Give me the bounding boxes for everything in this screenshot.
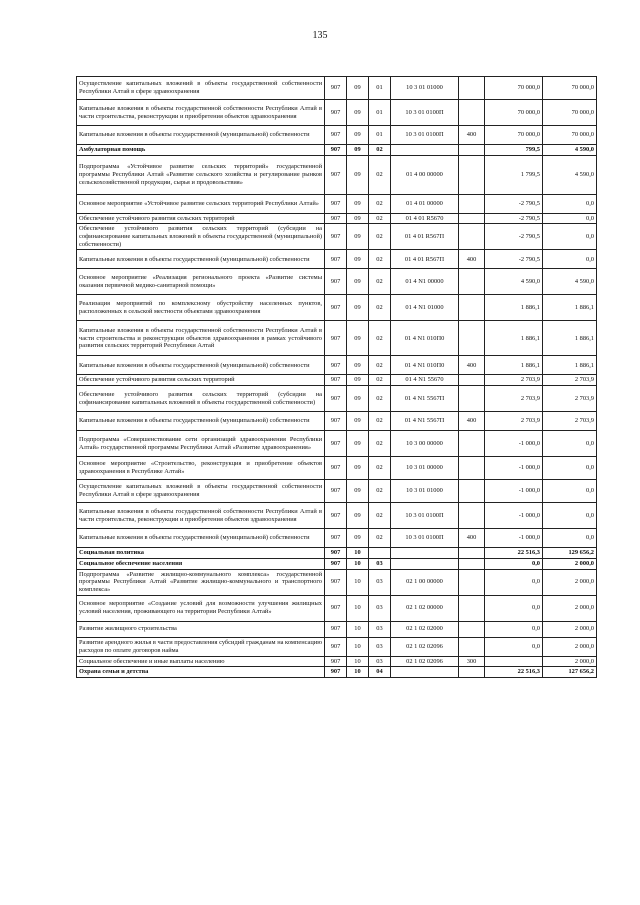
row-expense-type-cell: 400	[459, 126, 485, 145]
row-target-article-cell: 01 4 01 R5670	[391, 213, 459, 224]
row-target-article-cell: 01 4 N1 5567П	[391, 412, 459, 431]
row-expense-type-cell	[459, 145, 485, 156]
table-row	[77, 656, 597, 667]
row-target-article-cell: 10 3 01 0100П	[391, 529, 459, 548]
row-section-cell: 09	[347, 356, 369, 375]
row-expense-type-cell: 400	[459, 529, 485, 548]
row-name-cell: Основное мероприятие «Строительство, реконструкция и приобретение объектов здравоохранения в Республике Алтай»	[77, 457, 325, 480]
row-change-amount-cell: 2 703,9	[485, 412, 543, 431]
row-subsection-cell: 03	[369, 656, 391, 667]
row-total-amount-cell: 0,0	[543, 529, 597, 548]
row-subsection-cell: 02	[369, 386, 391, 412]
row-name-cell: Основное мероприятие «Создание условий для возможности улучшения жилищных условий населения, проживающего на территории Республики Алтай»	[77, 595, 325, 621]
row-change-amount-cell: -1 000,0	[485, 457, 543, 480]
row-target-article-cell: 01 4 N1 5567П	[391, 386, 459, 412]
row-subsection-cell: 02	[369, 224, 391, 250]
row-subsection-cell: 03	[369, 558, 391, 569]
row-name-cell: Капитальные вложения в объекты государственной собственности Республики Алтай в части строительства и реконструкции объектов здравоохранения в рамках устойчивого развития сельских территорий Республики Алтай	[77, 321, 325, 356]
row-target-article-cell	[391, 145, 459, 156]
row-change-amount-cell: 22 516,3	[485, 667, 543, 678]
row-change-amount-cell	[485, 656, 543, 667]
table-row	[77, 569, 597, 595]
row-change-amount-cell: 0,0	[485, 637, 543, 656]
row-section-cell: 09	[347, 194, 369, 213]
budget-table	[76, 76, 597, 678]
row-target-article-cell: 10 3 01 0100П	[391, 100, 459, 126]
row-target-article-cell: 10 3 01 01000	[391, 480, 459, 503]
table-row	[77, 386, 597, 412]
row-name-cell: Основное мероприятие «Устойчивое развитие сельских территорий Республики Алтай»	[77, 194, 325, 213]
table-row	[77, 269, 597, 295]
row-admin-code-cell: 907	[325, 503, 347, 529]
row-expense-type-cell	[459, 457, 485, 480]
row-name-cell: Реализация мероприятий по комплексному обустройству населенных пунктов, расположенных в сельской местности объектами здравоохранения	[77, 295, 325, 321]
row-change-amount-cell: -2 790,5	[485, 224, 543, 250]
row-target-article-cell: 02 1 02 02000	[391, 621, 459, 637]
row-change-amount-cell: -1 000,0	[485, 431, 543, 457]
table-row	[77, 431, 597, 457]
row-expense-type-cell	[459, 548, 485, 559]
row-name-cell: Развитие жилищного строительства	[77, 621, 325, 637]
row-name-cell: Развитие арендного жилья в части предоставления субсидий гражданам на компенсацию расходов по оплате договоров найма	[77, 637, 325, 656]
row-total-amount-cell: 2 000,0	[543, 569, 597, 595]
row-subsection-cell: 02	[369, 412, 391, 431]
table-row	[77, 145, 597, 156]
table-row	[77, 295, 597, 321]
row-change-amount-cell: 22 516,3	[485, 548, 543, 559]
table-row	[77, 637, 597, 656]
row-admin-code-cell: 907	[325, 529, 347, 548]
row-change-amount-cell: 0,0	[485, 558, 543, 569]
row-total-amount-cell: 0,0	[543, 213, 597, 224]
row-total-amount-cell: 129 656,2	[543, 548, 597, 559]
row-target-article-cell: 02 1 02 00000	[391, 595, 459, 621]
row-target-article-cell: 01 4 N1 55670	[391, 375, 459, 386]
table-row	[77, 667, 597, 678]
row-section-cell: 09	[347, 126, 369, 145]
row-admin-code-cell: 907	[325, 548, 347, 559]
row-target-article-cell: 10 3 01 0100П	[391, 503, 459, 529]
table-row	[77, 529, 597, 548]
row-section-cell: 09	[347, 321, 369, 356]
row-total-amount-cell: 2 703,9	[543, 412, 597, 431]
table-row	[77, 194, 597, 213]
row-subsection-cell: 02	[369, 145, 391, 156]
row-target-article-cell: 01 4 01 R567П	[391, 250, 459, 269]
row-section-cell: 09	[347, 503, 369, 529]
row-subsection-cell: 02	[369, 269, 391, 295]
row-section-cell: 09	[347, 145, 369, 156]
row-total-amount-cell: 0,0	[543, 250, 597, 269]
row-total-amount-cell: 0,0	[543, 431, 597, 457]
row-total-amount-cell: 1 886,1	[543, 321, 597, 356]
table-row	[77, 621, 597, 637]
row-target-article-cell: 01 4 01 R567П	[391, 224, 459, 250]
row-target-article-cell: 02 1 00 00000	[391, 569, 459, 595]
table-row	[77, 126, 597, 145]
row-name-cell: Капитальные вложения в объекты государственной собственности Республики Алтай в части строительства, реконструкции и приобретения объектов здравоохранения	[77, 100, 325, 126]
row-target-article-cell: 01 4 00 00000	[391, 155, 459, 194]
row-name-cell: Осуществление капитальных вложений в объекты государственной собственности Республики Алтай в сфере здравоохранения	[77, 77, 325, 100]
row-subsection-cell: 02	[369, 321, 391, 356]
row-total-amount-cell: 4 590,0	[543, 145, 597, 156]
table-row	[77, 548, 597, 559]
row-admin-code-cell: 907	[325, 457, 347, 480]
row-subsection-cell: 02	[369, 155, 391, 194]
row-expense-type-cell: 400	[459, 412, 485, 431]
row-target-article-cell: 02 1 02 02096	[391, 637, 459, 656]
row-change-amount-cell: 70 000,0	[485, 100, 543, 126]
row-section-cell: 09	[347, 224, 369, 250]
row-subsection-cell: 02	[369, 457, 391, 480]
row-total-amount-cell: 1 886,1	[543, 356, 597, 375]
row-subsection-cell: 02	[369, 431, 391, 457]
row-target-article-cell: 01 4 N1 010П0	[391, 321, 459, 356]
table-row	[77, 321, 597, 356]
row-admin-code-cell: 907	[325, 569, 347, 595]
row-section-cell: 09	[347, 100, 369, 126]
row-subsection-cell: 02	[369, 295, 391, 321]
row-expense-type-cell	[459, 386, 485, 412]
row-name-cell: Обеспечение устойчивого развития сельских территорий (субсидии на софинансирование капитальных вложений в объекты государственной (муниципальной) собственности)	[77, 224, 325, 250]
row-expense-type-cell: 300	[459, 656, 485, 667]
row-admin-code-cell: 907	[325, 621, 347, 637]
row-total-amount-cell: 70 000,0	[543, 77, 597, 100]
row-section-cell: 09	[347, 77, 369, 100]
row-target-article-cell: 02 1 02 02096	[391, 656, 459, 667]
table-row	[77, 558, 597, 569]
row-admin-code-cell: 907	[325, 480, 347, 503]
row-name-cell: Подпрограмма «Устойчивое развитие сельских территорий» государственной программы Республики Алтай «Развитие сельского хозяйства и регулирование рынков сельскохозяйственной продукции, сырья и продовольствия»	[77, 155, 325, 194]
row-subsection-cell: 02	[369, 213, 391, 224]
row-name-cell: Социальное обеспечение населения	[77, 558, 325, 569]
row-section-cell: 10	[347, 569, 369, 595]
row-change-amount-cell: 2 703,9	[485, 375, 543, 386]
row-expense-type-cell	[459, 621, 485, 637]
row-admin-code-cell: 907	[325, 145, 347, 156]
row-change-amount-cell: 1 799,5	[485, 155, 543, 194]
row-total-amount-cell: 1 886,1	[543, 295, 597, 321]
row-change-amount-cell: -1 000,0	[485, 503, 543, 529]
row-change-amount-cell: 70 000,0	[485, 126, 543, 145]
row-change-amount-cell: -2 790,5	[485, 213, 543, 224]
row-subsection-cell: 02	[369, 194, 391, 213]
row-admin-code-cell: 907	[325, 356, 347, 375]
row-expense-type-cell: 400	[459, 356, 485, 375]
row-section-cell: 10	[347, 558, 369, 569]
row-subsection-cell: 03	[369, 595, 391, 621]
row-expense-type-cell	[459, 480, 485, 503]
row-section-cell: 09	[347, 250, 369, 269]
row-target-article-cell: 10 3 01 00000	[391, 457, 459, 480]
row-name-cell: Осуществление капитальных вложений в объекты государственной собственности Республики Алтай в сфере здравоохранения	[77, 480, 325, 503]
row-section-cell: 09	[347, 269, 369, 295]
row-total-amount-cell: 70 000,0	[543, 100, 597, 126]
row-subsection-cell: 03	[369, 621, 391, 637]
row-admin-code-cell: 907	[325, 375, 347, 386]
row-name-cell: Капитальные вложения в объекты государственной (муниципальной) собственности	[77, 126, 325, 145]
row-target-article-cell: 10 3 00 00000	[391, 431, 459, 457]
row-target-article-cell: 01 4 N1 01000	[391, 295, 459, 321]
row-admin-code-cell: 907	[325, 126, 347, 145]
row-name-cell: Обеспечение устойчивого развития сельских территорий	[77, 375, 325, 386]
row-total-amount-cell: 0,0	[543, 194, 597, 213]
row-subsection-cell: 02	[369, 503, 391, 529]
row-expense-type-cell	[459, 213, 485, 224]
row-change-amount-cell: 1 886,1	[485, 321, 543, 356]
row-section-cell: 09	[347, 431, 369, 457]
row-total-amount-cell: 0,0	[543, 457, 597, 480]
row-change-amount-cell: 0,0	[485, 621, 543, 637]
table-row	[77, 77, 597, 100]
row-total-amount-cell: 2 000,0	[543, 595, 597, 621]
row-admin-code-cell: 907	[325, 637, 347, 656]
table-row	[77, 155, 597, 194]
row-section-cell: 09	[347, 386, 369, 412]
row-total-amount-cell: 4 590,0	[543, 155, 597, 194]
row-name-cell: Подпрограмма «Совершенствование сети организаций здравоохранения Республики Алтай» государственной программы Республики Алтай «Развитие здравоохранения»	[77, 431, 325, 457]
row-total-amount-cell: 0,0	[543, 503, 597, 529]
row-section-cell: 10	[347, 621, 369, 637]
row-expense-type-cell	[459, 224, 485, 250]
row-admin-code-cell: 907	[325, 213, 347, 224]
page-number: 135	[312, 30, 328, 41]
row-total-amount-cell: 0,0	[543, 224, 597, 250]
row-admin-code-cell: 907	[325, 100, 347, 126]
row-change-amount-cell: 799,5	[485, 145, 543, 156]
row-name-cell: Социальная политика	[77, 548, 325, 559]
row-expense-type-cell	[459, 321, 485, 356]
row-admin-code-cell: 907	[325, 667, 347, 678]
row-section-cell: 09	[347, 375, 369, 386]
table-row	[77, 356, 597, 375]
row-total-amount-cell: 127 656,2	[543, 667, 597, 678]
row-total-amount-cell: 0,0	[543, 480, 597, 503]
row-change-amount-cell: 0,0	[485, 595, 543, 621]
row-total-amount-cell: 2 000,0	[543, 656, 597, 667]
row-name-cell: Капитальные вложения в объекты государственной (муниципальной) собственности	[77, 529, 325, 548]
row-change-amount-cell: -2 790,5	[485, 250, 543, 269]
row-admin-code-cell: 907	[325, 558, 347, 569]
row-change-amount-cell: 4 590,0	[485, 269, 543, 295]
row-expense-type-cell	[459, 595, 485, 621]
row-expense-type-cell: 400	[459, 250, 485, 269]
row-subsection-cell: 02	[369, 250, 391, 269]
row-name-cell: Обеспечение устойчивого развития сельских территорий (субсидии на софинансирование капитальных вложений в объекты государственной собственности)	[77, 386, 325, 412]
row-total-amount-cell: 2 000,0	[543, 621, 597, 637]
row-admin-code-cell: 907	[325, 224, 347, 250]
row-subsection-cell: 02	[369, 375, 391, 386]
row-admin-code-cell: 907	[325, 295, 347, 321]
row-section-cell: 09	[347, 295, 369, 321]
row-admin-code-cell: 907	[325, 595, 347, 621]
row-expense-type-cell	[459, 558, 485, 569]
row-subsection-cell: 04	[369, 667, 391, 678]
row-subsection-cell: 02	[369, 356, 391, 375]
row-target-article-cell: 01 4 N1 00000	[391, 269, 459, 295]
table-row	[77, 250, 597, 269]
row-expense-type-cell	[459, 375, 485, 386]
table-row	[77, 412, 597, 431]
row-target-article-cell: 01 4 N1 010П0	[391, 356, 459, 375]
row-admin-code-cell: 907	[325, 194, 347, 213]
row-total-amount-cell: 2 000,0	[543, 558, 597, 569]
row-subsection-cell: 01	[369, 126, 391, 145]
row-name-cell: Социальное обеспечение и иные выплаты населению	[77, 656, 325, 667]
row-target-article-cell: 10 3 01 01000	[391, 77, 459, 100]
row-admin-code-cell: 907	[325, 386, 347, 412]
row-subsection-cell: 01	[369, 77, 391, 100]
row-expense-type-cell	[459, 77, 485, 100]
row-target-article-cell: 01 4 01 00000	[391, 194, 459, 213]
row-total-amount-cell: 2 703,9	[543, 375, 597, 386]
row-subsection-cell: 03	[369, 637, 391, 656]
table-row	[77, 480, 597, 503]
row-change-amount-cell: 0,0	[485, 569, 543, 595]
row-subsection-cell: 02	[369, 529, 391, 548]
row-admin-code-cell: 907	[325, 269, 347, 295]
row-expense-type-cell	[459, 503, 485, 529]
row-name-cell: Капитальные вложения в объекты государственной собственности Республики Алтай в части строительства, реконструкции и приобретения объектов здравоохранения	[77, 503, 325, 529]
table-row	[77, 503, 597, 529]
table-row	[77, 100, 597, 126]
row-section-cell: 09	[347, 155, 369, 194]
row-target-article-cell	[391, 558, 459, 569]
row-target-article-cell	[391, 548, 459, 559]
row-name-cell: Обеспечение устойчивого развития сельских территорий	[77, 213, 325, 224]
row-section-cell: 09	[347, 457, 369, 480]
row-subsection-cell: 01	[369, 100, 391, 126]
row-expense-type-cell	[459, 155, 485, 194]
row-section-cell: 09	[347, 412, 369, 431]
row-admin-code-cell: 907	[325, 431, 347, 457]
row-subsection-cell: 02	[369, 480, 391, 503]
row-name-cell: Охрана семьи и детства	[77, 667, 325, 678]
row-expense-type-cell	[459, 295, 485, 321]
row-name-cell: Капитальные вложения в объекты государственной (муниципальной) собственности	[77, 250, 325, 269]
table-body	[77, 77, 597, 678]
row-admin-code-cell: 907	[325, 656, 347, 667]
row-section-cell: 09	[347, 213, 369, 224]
row-total-amount-cell: 70 000,0	[543, 126, 597, 145]
row-target-article-cell	[391, 667, 459, 678]
row-change-amount-cell: 1 886,1	[485, 356, 543, 375]
row-admin-code-cell: 907	[325, 155, 347, 194]
row-subsection-cell: 03	[369, 569, 391, 595]
row-name-cell: Капитальные вложения в объекты государственной (муниципальной) собственности	[77, 356, 325, 375]
row-name-cell: Подпрограмма «Развитие жилищно-коммунального комплекса» государственной программы Республики Алтай «Развитие жилищно-коммунального и транспортного комплекса»	[77, 569, 325, 595]
row-section-cell: 09	[347, 529, 369, 548]
row-expense-type-cell	[459, 667, 485, 678]
row-expense-type-cell	[459, 269, 485, 295]
table-row	[77, 375, 597, 386]
row-change-amount-cell: -1 000,0	[485, 480, 543, 503]
row-expense-type-cell	[459, 100, 485, 126]
row-change-amount-cell: 2 703,9	[485, 386, 543, 412]
row-expense-type-cell	[459, 569, 485, 595]
row-admin-code-cell: 907	[325, 321, 347, 356]
row-section-cell: 10	[347, 656, 369, 667]
row-name-cell: Капитальные вложения в объекты государственной (муниципальной) собственности	[77, 412, 325, 431]
table-row	[77, 224, 597, 250]
row-change-amount-cell: 70 000,0	[485, 77, 543, 100]
row-total-amount-cell: 4 590,0	[543, 269, 597, 295]
row-change-amount-cell: -2 790,5	[485, 194, 543, 213]
row-total-amount-cell: 2 703,9	[543, 386, 597, 412]
row-admin-code-cell: 907	[325, 77, 347, 100]
row-change-amount-cell: 1 886,1	[485, 295, 543, 321]
row-section-cell: 10	[347, 637, 369, 656]
row-admin-code-cell: 907	[325, 250, 347, 269]
row-section-cell: 09	[347, 480, 369, 503]
row-name-cell: Основное мероприятие «Реализация регионального проекта «Развитие системы оказания первичной медико-санитарной помощи»	[77, 269, 325, 295]
row-target-article-cell: 10 3 01 0100П	[391, 126, 459, 145]
row-change-amount-cell: -1 000,0	[485, 529, 543, 548]
table-row	[77, 213, 597, 224]
table-row	[77, 595, 597, 621]
row-expense-type-cell	[459, 431, 485, 457]
row-section-cell: 10	[347, 548, 369, 559]
table-row	[77, 457, 597, 480]
row-expense-type-cell	[459, 637, 485, 656]
row-expense-type-cell	[459, 194, 485, 213]
row-subsection-cell	[369, 548, 391, 559]
row-section-cell: 10	[347, 595, 369, 621]
row-section-cell: 10	[347, 667, 369, 678]
row-name-cell: Амбулаторная помощь	[77, 145, 325, 156]
row-admin-code-cell: 907	[325, 412, 347, 431]
row-total-amount-cell: 2 000,0	[543, 637, 597, 656]
